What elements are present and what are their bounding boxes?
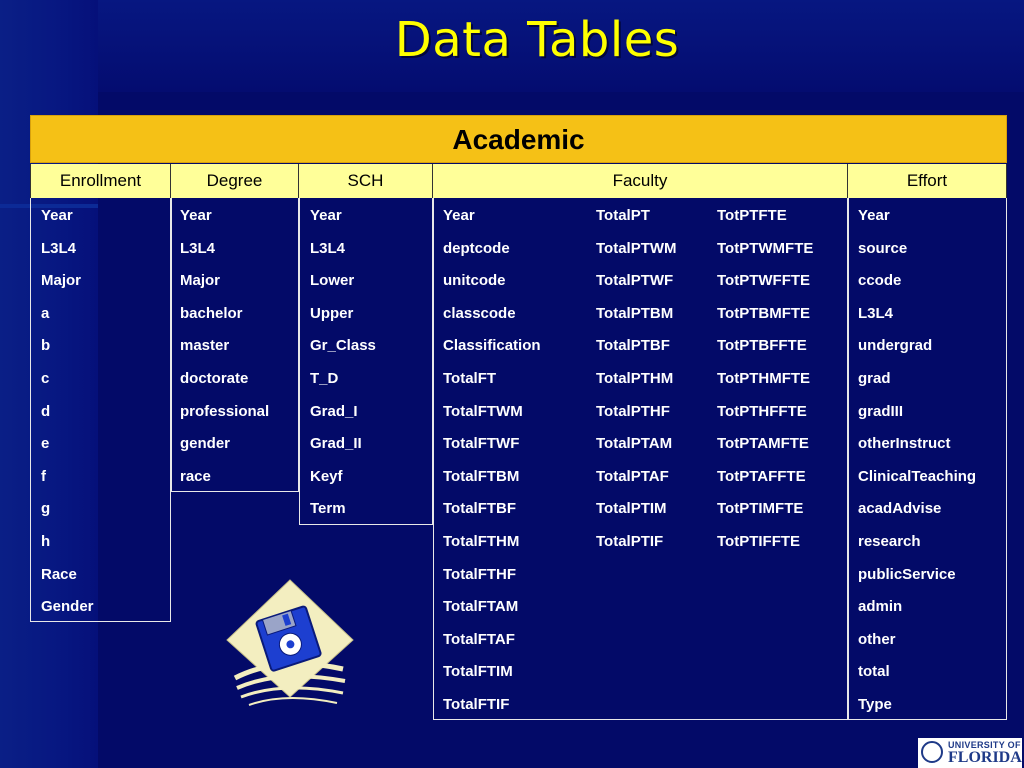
effort-item: ccode [858,272,902,290]
faculty-field: TotalFTAF [443,630,515,648]
faculty-fte-field: TotPTBMFTE [717,304,811,322]
sch-item: L3L4 [310,239,346,257]
effort-item: Year [858,207,890,224]
logo-line-2: FLORIDA [948,749,1022,766]
faculty-fte-field: TotPTIMFTE [717,500,804,518]
table-title-academic: Academic [30,115,1007,163]
faculty-field: deptcode [443,239,510,257]
sch-item: Gr_Class [310,337,376,355]
degree-item: L3L4 [180,239,216,257]
faculty-field: TotalFTBF [443,500,517,518]
faculty-field: unitcode [443,272,506,290]
logo-line-1: UNIVERSITY OF [948,740,1021,750]
faculty-parttime-field: TotalPTWF [596,272,674,290]
slide-title: Data Tables [394,12,680,68]
degree-item: master [180,337,230,355]
faculty-field: TotalFT [443,370,497,387]
effort-item: research [858,533,921,550]
enrollment-item: g [41,500,51,518]
header-degree: Degree [171,164,299,198]
faculty-fte-field: TotPTWFFTE [717,272,811,290]
enrollment-item: e [41,435,50,453]
floppy-disk-icon [225,575,355,710]
effort-item: ClinicalTeaching [858,467,977,485]
faculty-fte-field: TotPTWMFTE [717,239,814,257]
column-box-enrollment [30,198,171,622]
degree-item: gender [180,435,231,453]
sch-item: Year [310,207,342,224]
faculty-field: TotalFTWF [443,435,520,453]
header-enrollment: Enrollment [30,164,171,198]
degree-item: professional [180,402,270,420]
header-effort: Effort [848,164,1007,198]
faculty-field: TotalFTHF [443,565,517,583]
faculty-field: classcode [443,304,516,322]
enrollment-item: L3L4 [41,239,77,257]
header-faculty: Faculty [433,164,848,198]
header-sch: SCH [299,164,433,198]
sch-item: Upper [310,304,354,322]
faculty-parttime-field: TotalPTBM [596,304,674,322]
enrollment-item: d [41,402,51,420]
university-seal-icon [921,741,943,763]
sch-item: Term [310,500,346,518]
enrollment-item: b [41,337,51,355]
faculty-fte-field: TotPTFTE [717,207,787,224]
enrollment-item: Year [41,207,73,224]
effort-item: otherInstruct [858,435,951,453]
sch-item: Keyf [310,467,343,485]
faculty-parttime-field: TotalPTIM [596,500,667,518]
enrollment-item: Gender [41,598,94,616]
faculty-fte-field: TotPTIFFTE [717,533,801,550]
faculty-parttime-field: TotalPTWM [596,239,677,257]
enrollment-item: Race [41,565,77,583]
enrollment-item: h [41,533,51,550]
faculty-parttime-field: TotalPT [596,207,650,224]
faculty-field: TotalFTBM [443,467,520,485]
faculty-field: TotalFTIM [443,663,513,681]
sch-item: Lower [310,272,355,290]
sch-item: T_D [310,370,339,387]
sch-item: Grad_I [310,402,358,420]
faculty-field: Year [443,207,475,224]
effort-item: other [858,630,896,648]
faculty-fte-field: TotPTBFFTE [717,337,807,355]
degree-item: doctorate [180,370,249,387]
degree-item: bachelor [180,304,243,322]
faculty-parttime-field: TotalPTHM [596,370,674,387]
faculty-field: TotalFTWM [443,402,523,420]
enrollment-item: Major [41,272,82,290]
effort-item: grad [858,370,891,387]
faculty-parttime-field: TotalPTIF [596,533,664,550]
faculty-field: TotalFTIF [443,696,510,713]
faculty-parttime-field: TotalPTAF [596,467,669,485]
faculty-field: TotalFTHM [443,533,520,550]
faculty-parttime-field: TotalPTHF [596,402,670,420]
faculty-field: Classification [443,337,541,355]
effort-item: L3L4 [858,304,894,322]
faculty-field: TotalFTAM [443,598,519,616]
effort-item: admin [858,598,903,616]
degree-item: race [180,467,211,485]
effort-item: Type [858,696,892,713]
effort-item: publicService [858,565,956,583]
effort-item: undergrad [858,337,933,355]
effort-item: gradIII [858,402,904,420]
university-logo [918,738,1022,768]
enrollment-item: f [41,467,46,485]
sch-item: Grad_II [310,435,362,453]
enrollment-item: a [41,304,50,322]
effort-item: total [858,663,890,681]
effort-item: source [858,239,908,257]
faculty-fte-field: TotPTAMFTE [717,435,809,453]
effort-item: acadAdvise [858,500,942,518]
faculty-parttime-field: TotalPTAM [596,435,673,453]
faculty-fte-field: TotPTHMFTE [717,370,811,387]
enrollment-item: c [41,370,50,387]
faculty-fte-field: TotPTAFFTE [717,467,806,485]
faculty-fte-field: TotPTHFFTE [717,402,807,420]
faculty-parttime-field: TotalPTBF [596,337,670,355]
degree-item: Year [180,207,212,224]
degree-item: Major [180,272,221,290]
